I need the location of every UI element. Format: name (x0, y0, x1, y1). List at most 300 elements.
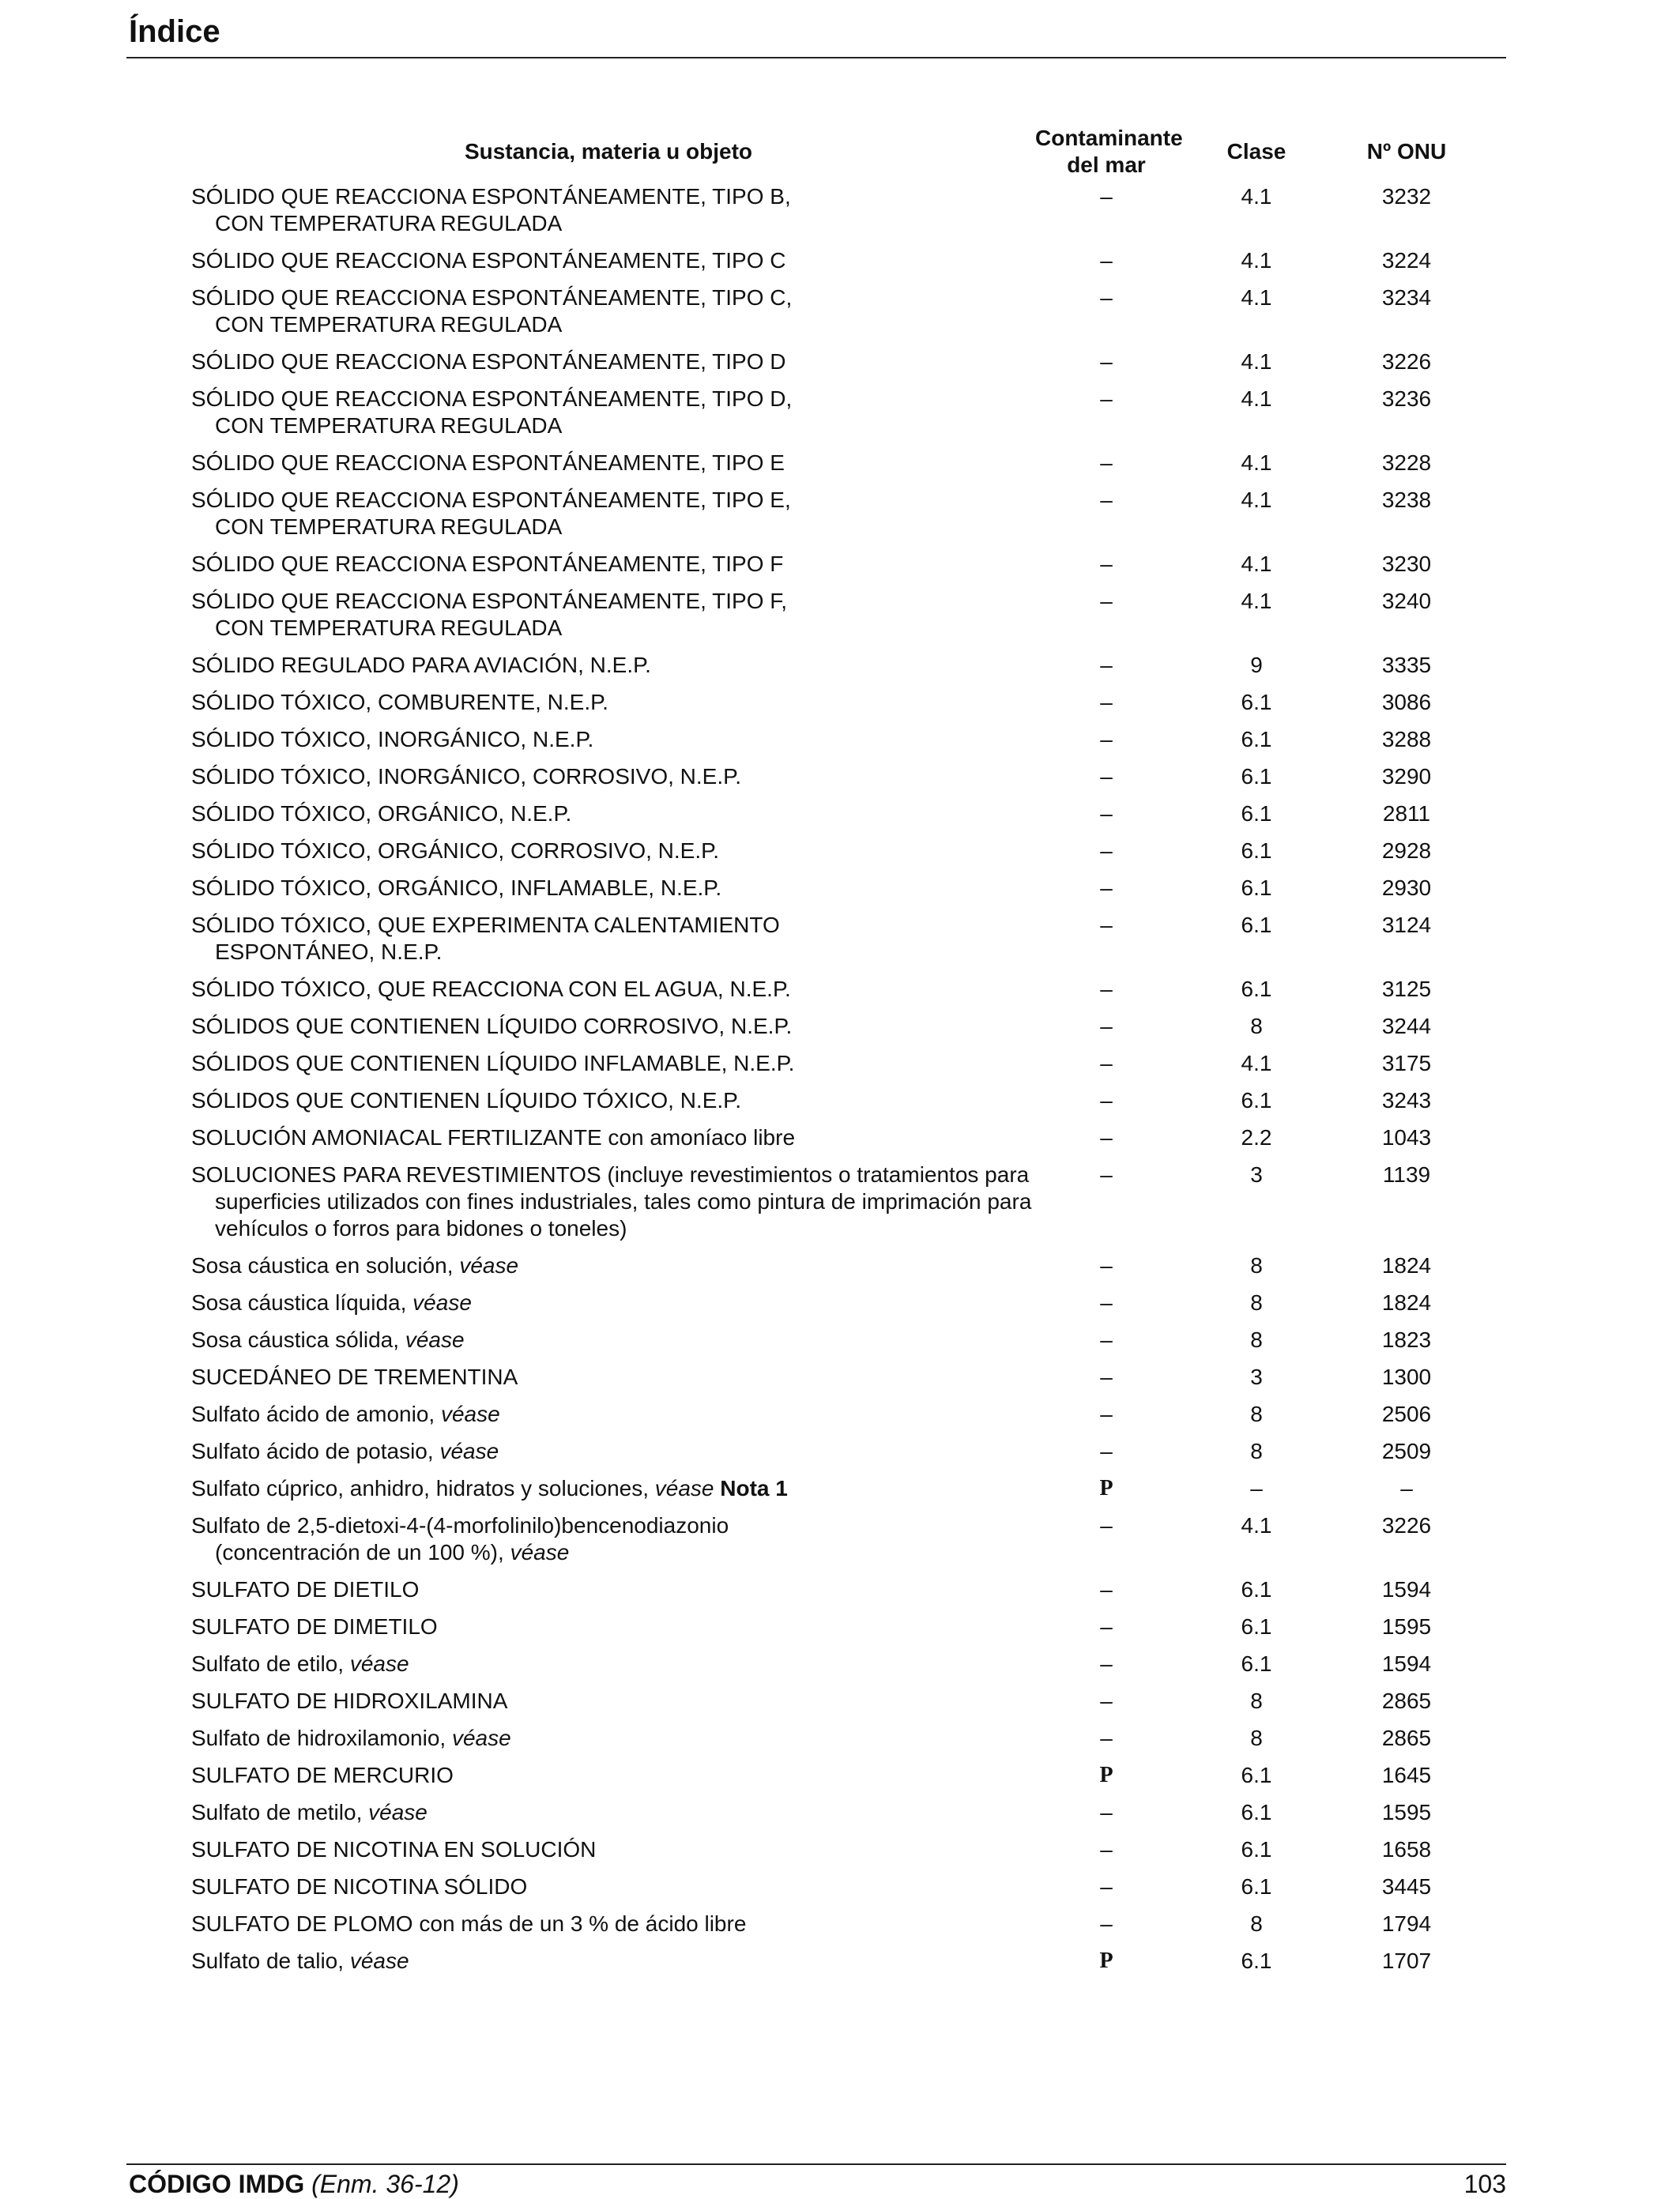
substance-name-main: SÓLIDO QUE REACCIONA ESPONTÁNEAMENTE, TIPO F, (191, 589, 788, 613)
substance-name-text (191, 652, 1035, 679)
un-number: 3243 (1381, 1088, 1432, 1113)
substance-name-text (191, 1688, 1035, 1715)
footer-code-name: CÓDIGO IMDG (129, 2170, 305, 2198)
table-row (182, 1290, 1478, 1327)
un-number: 2506 (1381, 1402, 1432, 1426)
hazard-class: 6.1 (1241, 1874, 1272, 1899)
marine-pollutant: – (1100, 1088, 1113, 1113)
substance-name-main: SÓLIDO TÓXICO, ORGÁNICO, N.E.P. (191, 801, 572, 826)
substance-name (182, 1252, 1035, 1290)
substance-name (182, 247, 1035, 284)
substance-name-main: SULFATO DE HIDROXILAMINA (191, 1689, 508, 1713)
hazard-class: 8 (1250, 1402, 1263, 1426)
marine-pollutant: – (1100, 1439, 1113, 1463)
substance-name-text (191, 487, 1035, 540)
substance-name (182, 1013, 1035, 1050)
substance-name-text (191, 1873, 1035, 1900)
un-number: 1645 (1381, 1763, 1432, 1787)
hazard-class: 6.1 (1241, 727, 1272, 751)
un-number: 3124 (1381, 913, 1432, 937)
table-row (182, 1576, 1478, 1613)
hazard-class: 8 (1250, 1726, 1263, 1750)
marine-pollutant: P (1099, 1763, 1113, 1787)
hazard-class: 6.1 (1241, 764, 1272, 789)
hazard-class: 6.1 (1241, 838, 1272, 863)
marine-pollutant: – (1100, 653, 1113, 677)
substance-name-main: SÓLIDOS QUE CONTIENEN LÍQUIDO INFLAMABLE, N.E.P. (191, 1051, 795, 1075)
hazard-class: 6.1 (1241, 1800, 1272, 1824)
un-number: 1595 (1381, 1800, 1432, 1824)
substance-name-main: SÓLIDO REGULADO PARA AVIACIÓN, N.E.P. (191, 653, 651, 677)
substance-name (182, 1576, 1035, 1613)
substance-name (182, 1836, 1035, 1873)
table-row (182, 1512, 1478, 1576)
table-row (182, 726, 1478, 763)
substance-name-main: SULFATO DE DIETILO (191, 1577, 420, 1602)
substance-name-text (191, 1762, 1035, 1789)
substance-name (182, 284, 1035, 348)
substance-name-text (191, 1124, 1035, 1151)
un-number: 1794 (1381, 1911, 1432, 1936)
substance-name-main: Sulfato de hidroxilamonio, (191, 1726, 452, 1750)
marine-pollutant: – (1100, 1327, 1113, 1352)
table-row (182, 1688, 1478, 1725)
substance-name-text (191, 976, 1035, 1003)
table-row (182, 284, 1478, 348)
table-row (182, 1124, 1478, 1162)
table-row (182, 348, 1478, 386)
substance-name-main: SÓLIDO QUE REACCIONA ESPONTÁNEAMENTE, TIPO E, (191, 488, 791, 512)
page-number: 103 (1463, 2170, 1506, 2198)
substance-name-text (191, 1651, 1035, 1677)
see-reference: véase (459, 1253, 519, 1278)
un-number: 1823 (1381, 1327, 1432, 1352)
substance-name-main: SÓLIDO QUE REACCIONA ESPONTÁNEAMENTE, TIPO D, (191, 386, 793, 411)
hazard-class: 3 (1250, 1162, 1263, 1187)
table-row (182, 1873, 1478, 1911)
table-header-row (182, 119, 1478, 183)
table-row (182, 487, 1478, 551)
substance-name-main: SÓLIDO TÓXICO, QUE EXPERIMENTA CALENTAMIENTO (191, 913, 780, 937)
substance-name (182, 348, 1035, 386)
table-row (182, 1087, 1478, 1124)
substance-name (182, 1911, 1035, 1948)
table-row (182, 1364, 1478, 1401)
table-row (182, 800, 1478, 838)
table-row (182, 1327, 1478, 1364)
substance-name-main: Sulfato ácido de amonio, (191, 1402, 441, 1426)
hazard-class: 2.2 (1241, 1125, 1272, 1150)
table-row (182, 1911, 1478, 1948)
column-header-class: Clase (1226, 139, 1286, 164)
substance-name-text (191, 1438, 1035, 1465)
substance-name (182, 1401, 1035, 1438)
substance-name-main: SÓLIDO TÓXICO, INORGÁNICO, N.E.P. (191, 727, 594, 751)
hazard-class: 6.1 (1241, 1088, 1272, 1113)
page-title: Índice (129, 14, 220, 49)
marine-pollutant: – (1100, 1874, 1113, 1899)
hazard-class: 8 (1250, 1290, 1263, 1315)
substance-name (182, 588, 1035, 652)
substance-name-text (191, 1613, 1035, 1640)
substance-name-continuation: ESPONTÁNEO, N.E.P. (215, 939, 443, 964)
substance-name-text (191, 1475, 1035, 1502)
table-row (182, 386, 1478, 450)
substance-name (182, 386, 1035, 450)
marine-pollutant: – (1100, 1726, 1113, 1750)
table-row (182, 763, 1478, 800)
substance-name-text (191, 1162, 1035, 1242)
table-row (182, 1013, 1478, 1050)
substance-name (182, 1512, 1035, 1576)
hazard-class: 6.1 (1241, 690, 1272, 714)
see-reference: véase (654, 1476, 714, 1501)
substance-name (182, 912, 1035, 976)
substance-name (182, 800, 1035, 838)
substance-name-text (191, 1799, 1035, 1826)
substance-name (182, 1651, 1035, 1688)
see-reference: véase (510, 1540, 570, 1565)
table-body (182, 183, 1478, 1985)
see-reference: véase (451, 1726, 511, 1750)
substance-name-text (191, 838, 1035, 864)
substance-name-text (191, 183, 1035, 237)
substance-name-text (191, 912, 1035, 966)
marine-pollutant: – (1100, 1614, 1113, 1639)
marine-pollutant: – (1100, 285, 1113, 310)
substance-name-text (191, 1050, 1035, 1077)
substance-name-text (191, 1327, 1035, 1354)
un-number: 3224 (1381, 248, 1432, 273)
substance-name-suffix: (incluye revestimientos o tratamientos para superficies utilizados con fines industriales, tales como pintura de imprimación para vehículos o forros para bidones o toneles) (215, 1162, 1032, 1241)
substance-name (182, 838, 1035, 875)
see-reference: véase (405, 1327, 465, 1352)
substance-name (182, 976, 1035, 1013)
hazard-class: 4.1 (1241, 248, 1272, 273)
substance-name (182, 1688, 1035, 1725)
substance-name-main: SÓLIDOS QUE CONTIENEN LÍQUIDO CORROSIVO, N.E.P. (191, 1014, 793, 1038)
substance-name (182, 763, 1035, 800)
substance-name-main: SÓLIDO QUE REACCIONA ESPONTÁNEAMENTE, TIPO C (191, 248, 786, 273)
substance-name (182, 551, 1035, 588)
substance-name-main: Sulfato ácido de potasio, (191, 1439, 440, 1463)
table-row (182, 1475, 1478, 1512)
table-row (182, 247, 1478, 284)
hazard-class: 4.1 (1241, 488, 1272, 512)
marine-pollutant: – (1100, 386, 1113, 411)
substance-name (182, 1290, 1035, 1327)
substance-name-text (191, 1948, 1035, 1975)
hazard-class: 4.1 (1241, 1513, 1272, 1538)
substance-name-continuation: CON TEMPERATURA REGULADA (215, 413, 563, 438)
substance-name-text (191, 588, 1035, 642)
un-number: 1139 (1382, 1162, 1431, 1187)
substance-name-main: SÓLIDO TÓXICO, QUE REACCIONA CON EL AGUA, N.E.P. (191, 977, 791, 1001)
hazard-class: 4.1 (1241, 349, 1272, 374)
hazard-class: 8 (1250, 1689, 1263, 1713)
substance-name-main: SÓLIDO TÓXICO, ORGÁNICO, INFLAMABLE, N.E.P. (191, 875, 722, 900)
substance-name (182, 183, 1035, 247)
un-number: 1594 (1381, 1651, 1432, 1676)
marine-pollutant: P (1099, 1476, 1113, 1501)
un-number: 3086 (1381, 690, 1432, 714)
hazard-class: 8 (1250, 1253, 1263, 1278)
substance-name-text (191, 1252, 1035, 1279)
substance-name-main: SÓLIDOS QUE CONTIENEN LÍQUIDO TÓXICO, N.E.P. (191, 1088, 741, 1113)
substance-name (182, 487, 1035, 551)
un-number: 1595 (1381, 1614, 1432, 1639)
table-row (182, 689, 1478, 726)
marine-pollutant: – (1100, 875, 1113, 900)
substance-name (182, 652, 1035, 689)
un-number: 1658 (1381, 1837, 1432, 1862)
see-reference: véase (368, 1800, 428, 1824)
hazard-class: 4.1 (1241, 285, 1272, 310)
substance-name-main: Sulfato de etilo, (191, 1651, 350, 1676)
table-row (182, 976, 1478, 1013)
substance-name-text (191, 763, 1035, 790)
see-reference: véase (440, 1402, 500, 1426)
substance-name (182, 1475, 1035, 1512)
un-number: 3238 (1381, 488, 1432, 512)
hazard-class: 8 (1250, 1014, 1263, 1038)
un-number: 3240 (1381, 589, 1432, 613)
un-number: 1824 (1381, 1253, 1432, 1278)
substance-name-main: Sulfato de 2,5-dietoxi-4-(4-morfolinilo)bencenodiazonio (191, 1513, 729, 1538)
un-number: 3236 (1381, 386, 1432, 411)
table-row (182, 875, 1478, 912)
hazard-class: 9 (1250, 653, 1263, 677)
un-number: 3335 (1381, 653, 1432, 677)
un-number: 2928 (1381, 838, 1432, 863)
marine-pollutant: – (1100, 1800, 1113, 1824)
marine-pollutant: – (1100, 727, 1113, 751)
hazard-class: 4.1 (1241, 184, 1272, 209)
substance-name-main: Sosa cáustica líquida, (191, 1290, 413, 1315)
un-number: 3175 (1381, 1051, 1432, 1075)
footer-rule (126, 2163, 1506, 2165)
substance-name-text (191, 1087, 1035, 1114)
un-number: 3226 (1381, 349, 1432, 374)
substance-name-main: SÓLIDO QUE REACCIONA ESPONTÁNEAMENTE, TIPO C, (191, 285, 793, 310)
table-row (182, 1050, 1478, 1087)
table-row (182, 588, 1478, 652)
substance-name-text (191, 800, 1035, 827)
un-number: 1594 (1381, 1577, 1432, 1602)
substance-name-main: SÓLIDO QUE REACCIONA ESPONTÁNEAMENTE, TIPO E (191, 450, 785, 475)
substance-name-text (191, 726, 1035, 753)
substance-name-text (191, 1512, 1035, 1566)
substance-name-main: Sosa cáustica en solución, (191, 1253, 460, 1278)
un-number: 2930 (1381, 875, 1432, 900)
substance-name (182, 1162, 1035, 1252)
substance-name-main: SULFATO DE PLOMO (191, 1911, 413, 1936)
marine-pollutant: – (1100, 764, 1113, 789)
hazard-class: 6.1 (1241, 1651, 1272, 1676)
marine-pollutant: – (1100, 1014, 1113, 1038)
un-number: 2865 (1381, 1689, 1432, 1713)
substance-name-main: Sulfato de talio, (191, 1949, 350, 1973)
substance-name-continuation: (concentración de un 100 %), (215, 1540, 510, 1565)
column-header-un-number: Nº ONU (1366, 139, 1447, 164)
substance-name-continuation: CON TEMPERATURA REGULADA (215, 312, 563, 337)
substance-name-continuation: CON TEMPERATURA REGULADA (215, 514, 563, 539)
table-row (182, 1762, 1478, 1799)
substance-name-main: SULFATO DE NICOTINA SÓLIDO (191, 1874, 528, 1899)
substance-name-main: SÓLIDO TÓXICO, ORGÁNICO, CORROSIVO, N.E.P. (191, 838, 719, 863)
substance-name-text (191, 1576, 1035, 1603)
marine-pollutant: – (1100, 1651, 1113, 1676)
substance-name-continuation: CON TEMPERATURA REGULADA (215, 211, 563, 235)
substance-name-main: SÓLIDO TÓXICO, INORGÁNICO, CORROSIVO, N.E.P. (191, 764, 741, 789)
marine-pollutant: – (1100, 1253, 1113, 1278)
table-row (182, 912, 1478, 976)
substance-name-main: SÓLIDO TÓXICO, COMBURENTE, N.E.P. (191, 690, 608, 714)
substance-name-continuation: CON TEMPERATURA REGULADA (215, 616, 563, 640)
table-row (182, 1252, 1478, 1290)
table-row (182, 551, 1478, 588)
marine-pollutant: – (1100, 349, 1113, 374)
un-number: 2811 (1382, 801, 1431, 826)
substance-name-main: SOLUCIONES PARA REVESTIMIENTOS (191, 1162, 601, 1187)
substance-name-suffix: con más de un 3 % de ácido libre (412, 1911, 747, 1936)
substance-name (182, 726, 1035, 763)
substance-name-main: SÓLIDO QUE REACCIONA ESPONTÁNEAMENTE, TIPO D (191, 349, 786, 374)
substance-name-text (191, 1013, 1035, 1040)
hazard-class: 8 (1250, 1439, 1263, 1463)
substance-name (182, 1799, 1035, 1836)
substance-name-suffix: con amoníaco libre (601, 1125, 796, 1150)
marine-pollutant: – (1100, 589, 1113, 613)
un-number: 3290 (1381, 764, 1432, 789)
note-reference: Nota 1 (714, 1476, 788, 1501)
substance-name-text (191, 875, 1035, 902)
un-number: 1707 (1381, 1949, 1432, 1973)
substance-name-main: SÓLIDO QUE REACCIONA ESPONTÁNEAMENTE, TIPO F (191, 552, 784, 576)
hazard-class: 6.1 (1241, 1763, 1272, 1787)
table-row (182, 652, 1478, 689)
substance-name-main: SULFATO DE NICOTINA EN SOLUCIÓN (191, 1837, 597, 1862)
marine-pollutant: – (1100, 1689, 1113, 1713)
marine-pollutant: – (1100, 690, 1113, 714)
substance-name (182, 1873, 1035, 1911)
substance-index-table (182, 119, 1478, 1985)
un-number: 3288 (1381, 727, 1432, 751)
hazard-class: 6.1 (1241, 1577, 1272, 1602)
substance-name (182, 689, 1035, 726)
un-number: 3445 (1381, 1874, 1432, 1899)
substance-name (182, 1327, 1035, 1364)
marine-pollutant: – (1100, 913, 1113, 937)
column-header-marine-pollutant: Contaminante del mar (1035, 126, 1183, 177)
hazard-class: 6.1 (1241, 977, 1272, 1001)
substance-name-text (191, 1836, 1035, 1863)
marine-pollutant: – (1100, 488, 1113, 512)
substance-name-text (191, 284, 1035, 338)
marine-pollutant: – (1100, 1837, 1113, 1862)
hazard-class: 6.1 (1241, 801, 1272, 826)
hazard-class: 4.1 (1241, 386, 1272, 411)
substance-name (182, 1438, 1035, 1475)
substance-name (182, 1762, 1035, 1799)
marine-pollutant: – (1100, 1051, 1113, 1075)
substance-name-text (191, 1725, 1035, 1752)
un-number: 1043 (1381, 1125, 1432, 1150)
marine-pollutant: – (1100, 1911, 1113, 1936)
substance-name-main: Sulfato de metilo, (191, 1800, 369, 1824)
substance-name-main: SUCEDÁNEO DE TREMENTINA (191, 1365, 518, 1389)
see-reference: véase (349, 1949, 409, 1973)
substance-name-text (191, 1401, 1035, 1428)
table-row (182, 1836, 1478, 1873)
substance-name-main: SÓLIDO QUE REACCIONA ESPONTÁNEAMENTE, TIPO B, (191, 184, 791, 209)
substance-name-text (191, 1290, 1035, 1316)
un-number: 3234 (1381, 285, 1432, 310)
table-row (182, 1162, 1478, 1252)
table-row (182, 838, 1478, 875)
un-number: 2509 (1381, 1439, 1432, 1463)
hazard-class: 4.1 (1241, 1051, 1272, 1075)
substance-name (182, 1613, 1035, 1651)
hazard-class: 8 (1250, 1327, 1263, 1352)
un-number: 3125 (1381, 977, 1432, 1001)
marine-pollutant: – (1100, 977, 1113, 1001)
footer-code (129, 2170, 459, 2199)
un-number: 3244 (1381, 1014, 1432, 1038)
see-reference: véase (439, 1439, 499, 1463)
substance-name (182, 1087, 1035, 1124)
marine-pollutant: – (1100, 1513, 1113, 1538)
substance-name (182, 1725, 1035, 1762)
header-rule (126, 57, 1506, 58)
substance-name-text (191, 551, 1035, 578)
see-reference: véase (412, 1290, 472, 1315)
substance-name-text (191, 1911, 1035, 1937)
hazard-class: 4.1 (1241, 552, 1272, 576)
hazard-class: 4.1 (1241, 450, 1272, 475)
table-row (182, 1613, 1478, 1651)
substance-name-main: Sosa cáustica sólida, (191, 1327, 405, 1352)
table-row (182, 1948, 1478, 1985)
table-row (182, 450, 1478, 487)
un-number: 2865 (1381, 1726, 1432, 1750)
see-reference: véase (349, 1651, 409, 1676)
hazard-class: 6.1 (1241, 913, 1272, 937)
marine-pollutant: – (1100, 248, 1113, 273)
marine-pollutant: – (1100, 450, 1113, 475)
substance-name (182, 450, 1035, 487)
table-row (182, 1401, 1478, 1438)
marine-pollutant: – (1100, 184, 1113, 209)
marine-pollutant: – (1100, 1577, 1113, 1602)
substance-name-main: SULFATO DE MERCURIO (191, 1763, 454, 1787)
un-number: 3232 (1381, 184, 1432, 209)
substance-name (182, 1050, 1035, 1087)
substance-name-main: Sulfato cúprico, anhidro, hidratos y soluciones, (191, 1476, 655, 1501)
marine-pollutant: P (1099, 1949, 1113, 1973)
substance-name-text (191, 689, 1035, 716)
substance-name-text (191, 348, 1035, 375)
hazard-class: 6.1 (1241, 875, 1272, 900)
substance-name (182, 1948, 1035, 1985)
marine-pollutant: – (1100, 1290, 1113, 1315)
table-row (182, 1725, 1478, 1762)
marine-pollutant: – (1100, 1162, 1113, 1187)
marine-pollutant: – (1100, 552, 1113, 576)
substance-name-text (191, 450, 1035, 476)
un-number: 3228 (1381, 450, 1432, 475)
hazard-class: 4.1 (1241, 589, 1272, 613)
